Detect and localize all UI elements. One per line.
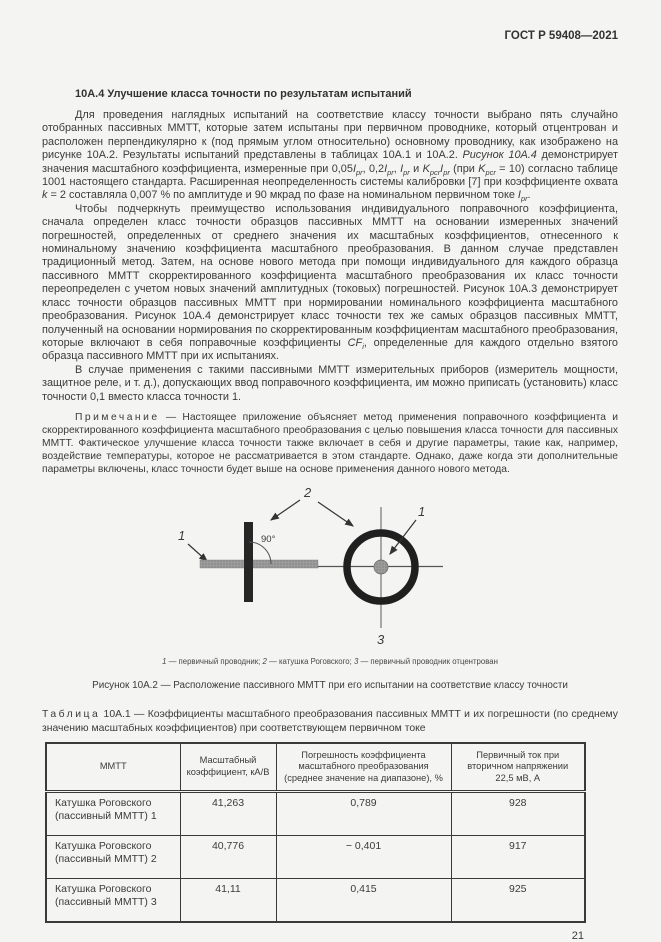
table-cell-value: 40,776 — [180, 835, 276, 878]
table-cell-name: Катушка Роговского (пассивный ММТТ) 3 — [46, 878, 180, 922]
table-row — [46, 791, 585, 835]
column-header-primary-current: Первичный ток при вторичном напряжении 22,5 мВ, А — [451, 743, 585, 792]
paragraph: Для проведения наглядных испытаний на соответствие классу точности выбрано пять случайно отобранных пассивных ММТТ, которые затем испытаны при первичном проводнике, который отцентрован и расположен перпендикулярно к (под прямым углом относительно) основному проводнику, как изображено на рисунке 10А.2. Результаты испытаний представлены в таблицах 10А.1 и 10А.2. Рисунок 10А.4 демонстрирует значения масштабного коэффициента, измеренные при $0,05I_{pr}$, $0,2I_{pr}$, $I_{pr}$ и $K_{pcr}I_{pr}$ (при $K_{pcr} = 10$) согласно таблице 1001 настоящего стандарта. Расширенная неопределенность системы калибровки [7] при коэффициенте охвата k = 2 составляла 0,007 % по амплитуде и 90 мкрад по фазе на номинальном первичном токе $I_{pr}$. — [42, 109, 618, 204]
angle-label: 90° — [261, 534, 276, 546]
note-paragraph: Примечание — Настоящее приложение объясняет метод применения поправочного коэффициента и скорректированного коэффициента масштабного преобразования с целью повышения класса точности для пассивных ММТТ. Фактическое улучшение класса точности также включает в себя и другие параметры, такие как, например, воздействие температуры, которое не рассматривается в этом стандарте. Однако, даже когда эти дополнительные параметры включены, класс точности будет выше на основе применения данного нового метода. — [42, 411, 618, 476]
arrow-to-coil-side — [271, 500, 300, 520]
column-header-error: Погрешность коэффициента масштабного преобразования (среднее значение на диапазоне), % — [276, 743, 451, 792]
page-number: 21 — [571, 929, 584, 942]
table-cell-value: 41,11 — [180, 878, 276, 922]
table-cell-name: Катушка Роговского (пассивный ММТТ) 1 — [46, 791, 180, 835]
table-header-row — [46, 743, 585, 792]
table-cell-value: 928 — [451, 791, 585, 835]
figure-legend: 1 — первичный проводник; 2 — катушка Роговского; 3 — первичный проводник отцентрован — [162, 657, 498, 667]
figure-caption: Рисунок 10А.2 — Расположение пассивного ММТТ при его испытании на соответствие классу точности — [92, 680, 568, 692]
rogowski-coil-side — [244, 522, 253, 602]
label-centering-axis: 3 — [377, 632, 385, 648]
table-cell-value: 925 — [451, 878, 585, 922]
data-table — [45, 742, 586, 923]
figure-10a2 — [148, 482, 528, 654]
paragraph: В случае применения с такими пассивными ММТТ измерительных приборов (измеритель мощности, защитное реле, и т. д.), допускающих ввод поправочного коэффициента, им можно приписать (установить) класс точности 0,1 вместо класса точности 1. — [42, 363, 618, 403]
primary-conductor-bar — [200, 560, 318, 568]
label-coil: 2 — [304, 485, 312, 501]
document-title: ГОСТ Р 59408—2021 — [504, 30, 618, 42]
table-row — [46, 878, 585, 922]
label-primary-conductor-center: 1 — [418, 504, 426, 520]
table-cell-value: 41,263 — [180, 791, 276, 835]
table-cell-value: 917 — [451, 835, 585, 878]
section-heading: 10А.4 Улучшение класса точности по результатам испытаний — [75, 88, 412, 100]
page-content — [42, 0, 618, 942]
table-cell-value: − 0,401 — [276, 835, 451, 878]
label-primary-conductor-left: 1 — [178, 528, 186, 544]
column-header-scale-factor: Масштабный коэффициент, кА/В — [180, 743, 276, 792]
table-caption: Таблица 10А.1 — Коэффициенты масштабного преобразования пассивных ММТТ и их погрешности (по среднему значению масштабных коэффициентов) при соответствующем первичном токе — [42, 709, 618, 734]
arrow-to-conductor — [188, 544, 207, 561]
table-cell-value: 0,789 — [276, 791, 451, 835]
arrow-to-coil-front — [318, 502, 353, 526]
table-cell-value: 0,415 — [276, 878, 451, 922]
paragraph: Чтобы подчеркнуть преимущество использования индивидуального поправочного коэффициента, сначала определен класс точности образцов пассивных ММТТ на основании измеренных значений погрешностей, определенных от среднего значения их масштабных коэффициентов, отнесенного к номинальному значению коэффициента масштабного преобразования. В данном случае представлен традиционный метод. Затем, на основе нового метода при помощи индивидуального для каждого образца пассивного ММТТ скорректированного коэффициента масштабного преобразования их класс точности переопределен с учетом новых значений амплитудных (токовых) погрешностей. Рисунок 10А.3 демонстрирует класс точности образцов пассивных ММТТ при нормировании номинального коэффициента масштабного преобразования. Рисунок 10А.4 демонстрирует класс точности тех же самых образцов пассивных ММТТ, полученный на основании нормирования по скорректированным коэффициентам масштабного преобразования, которые включают в себя поправочные коэффициенты $CF_i$, определенные для каждого отдельно взятого образца пассивного ММТТ при их испытаниях. — [42, 202, 618, 363]
column-header-mmtt: ММТТ — [46, 743, 180, 792]
table-row — [46, 835, 585, 878]
figure-diagram — [148, 482, 528, 654]
primary-conductor-cross-section — [374, 560, 388, 574]
table-cell-name: Катушка Роговского (пассивный ММТТ) 2 — [46, 835, 180, 878]
